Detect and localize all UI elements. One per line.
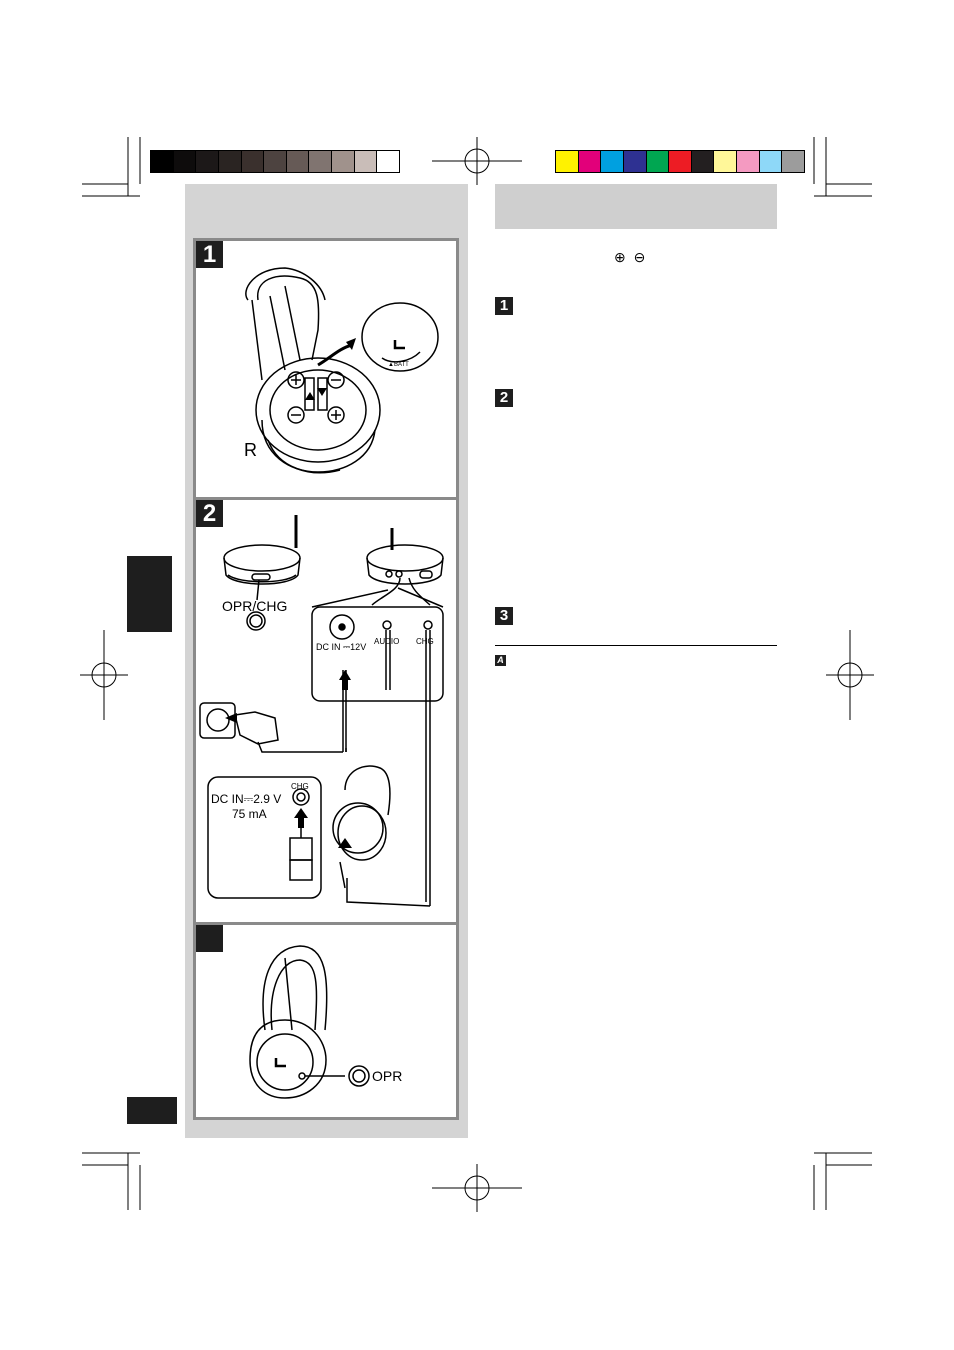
current-label: 75 mA [232, 807, 267, 821]
figure-step-1-marker: 1 [196, 241, 223, 268]
dc-in-29v-label: DC IN⎓2.9 V [211, 792, 282, 806]
step-2-marker: 2 [495, 389, 513, 407]
audio-label: AUDIO [374, 637, 400, 646]
section-rule [495, 645, 777, 646]
step-3-marker: 3 [495, 607, 513, 625]
polarity-marks: ⊕ ⊖ [614, 249, 648, 265]
right-side-label: R [244, 440, 257, 460]
figure-step-2-marker: 2 [196, 500, 223, 527]
section-header-bar [495, 184, 777, 229]
opr-label: OPR [372, 1068, 403, 1084]
opr-chg-label: OPR/CHG [222, 598, 288, 614]
step-1-marker: 1 [495, 297, 513, 315]
battery-cover-label: ▲BATT [388, 362, 409, 368]
chg-small-label: CHG [291, 782, 309, 791]
note-a-marker: A [495, 655, 506, 666]
dc-in-12v-label: DC IN ⎓12V [316, 642, 367, 652]
chg-label: CHG [416, 637, 434, 646]
